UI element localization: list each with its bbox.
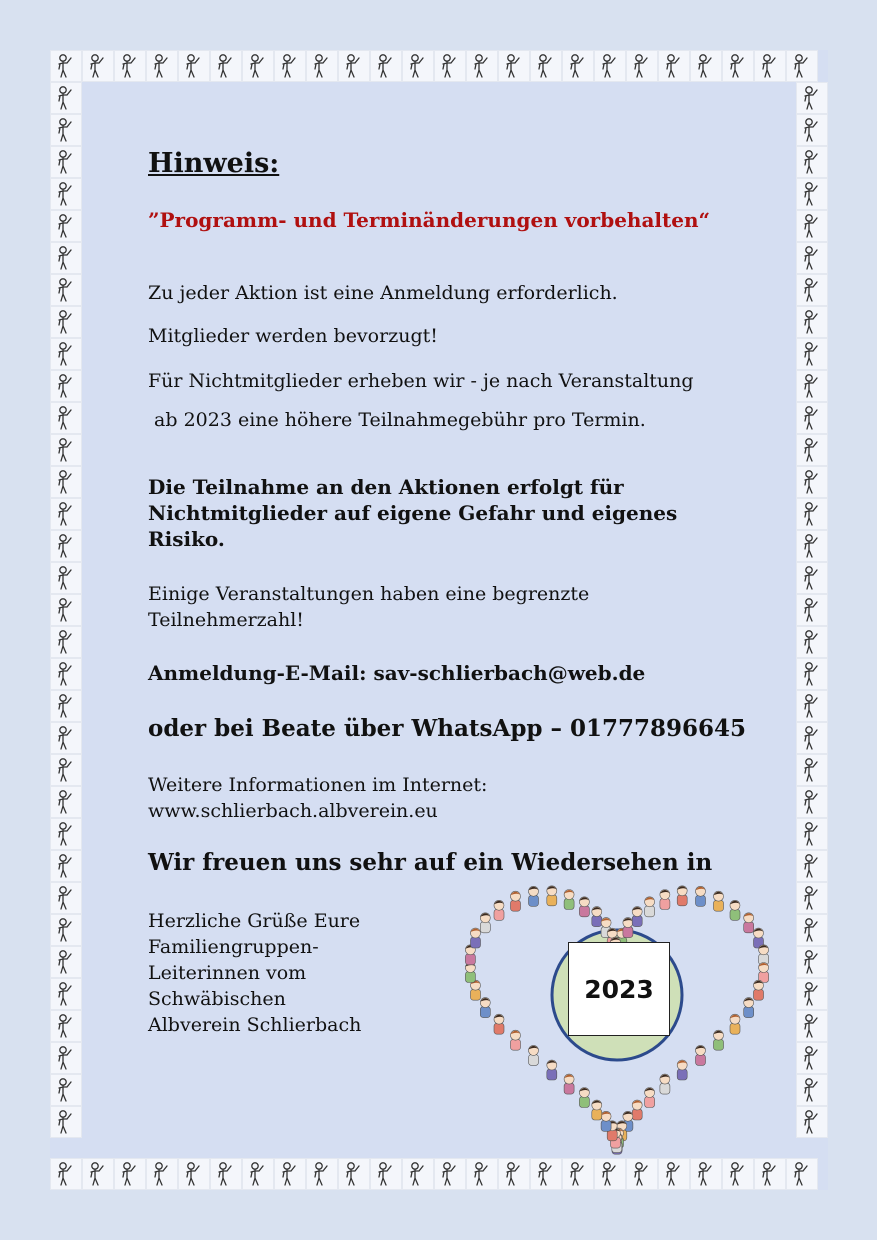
heart-person (564, 890, 574, 910)
border-tile (796, 274, 828, 306)
stick-figure-icon (54, 629, 78, 655)
border-tile (690, 50, 722, 82)
border-tile (50, 210, 82, 242)
stick-figure-icon (54, 789, 78, 815)
border-tile (796, 818, 828, 850)
border-tile (796, 786, 828, 818)
border-tile (402, 1158, 434, 1190)
border-tile (796, 914, 828, 946)
border-tile (796, 242, 828, 274)
greeting-line: Herzliche Grüße Eure (148, 910, 361, 932)
stick-figure-icon (800, 533, 824, 559)
border-tile (50, 850, 82, 882)
stick-figure-icon (54, 1109, 78, 1135)
border-tile (786, 1158, 818, 1190)
border-tile (50, 306, 82, 338)
stick-figure-icon (438, 1161, 462, 1187)
border-tile (50, 786, 82, 818)
stick-figure-icon (800, 181, 824, 207)
heart-person (579, 897, 589, 917)
heart-person (511, 1030, 521, 1050)
email-text: Anmeldung-E-Mail: sav-schlierbach@web.de (148, 661, 646, 685)
stick-figure-icon (800, 277, 824, 303)
stick-figure-icon (726, 1161, 750, 1187)
heart-person (511, 891, 521, 911)
stick-figure-icon (800, 309, 824, 335)
heart-person (529, 1045, 539, 1065)
stick-figure-icon (800, 85, 824, 111)
border-tile (796, 594, 828, 626)
border-tile (50, 274, 82, 306)
border-tile (50, 50, 82, 82)
border-tile (434, 50, 466, 82)
stick-figure-icon (54, 725, 78, 751)
border-tile (242, 1158, 274, 1190)
stick-figure-icon (54, 309, 78, 335)
border-tile (796, 466, 828, 498)
stick-figure-icon (86, 53, 110, 79)
border-tile (306, 50, 338, 82)
border-tile (562, 1158, 594, 1190)
border-tile (658, 1158, 690, 1190)
border-tile (306, 1158, 338, 1190)
border-tile (796, 434, 828, 466)
heart-person (730, 1014, 740, 1034)
heart-person (730, 900, 740, 920)
border-tile (796, 370, 828, 402)
border-tile (530, 1158, 562, 1190)
border-tile (722, 50, 754, 82)
stick-figure-icon (694, 1161, 718, 1187)
border-tile (50, 562, 82, 594)
border-tile (338, 50, 370, 82)
border-tile (50, 818, 82, 850)
stick-figure-icon (800, 885, 824, 911)
stick-figure-icon (438, 53, 462, 79)
stick-figure-icon (800, 1109, 824, 1135)
greeting-block (148, 908, 408, 1038)
stick-figure-icon (246, 53, 270, 79)
border-tile (50, 1010, 82, 1042)
border-tile (690, 1158, 722, 1190)
border-tile (50, 242, 82, 274)
border-tile (114, 50, 146, 82)
border-tile (626, 1158, 658, 1190)
heart-person (632, 907, 642, 927)
welcome-text: Wir freuen uns sehr auf ein Wiedersehen in (148, 849, 713, 876)
stick-figure-icon (800, 629, 824, 655)
heart-person (632, 1100, 642, 1120)
stick-figure-icon (800, 917, 824, 943)
stick-figure-icon (800, 245, 824, 271)
stick-figure-icon (662, 1161, 686, 1187)
stick-figure-icon (566, 53, 590, 79)
stick-figure-icon (374, 1161, 398, 1187)
heart-person (471, 980, 481, 1000)
stick-figure-icon (54, 661, 78, 687)
border-tile (796, 882, 828, 914)
border-tile (50, 754, 82, 786)
greeting-line: Albverein Schlierbach (148, 1014, 362, 1036)
heart-person (759, 945, 769, 965)
stick-figure-icon (800, 373, 824, 399)
stick-figure-icon (800, 661, 824, 687)
border-tile (796, 178, 828, 210)
stick-figure-icon (54, 245, 78, 271)
border-tile (146, 1158, 178, 1190)
stick-figure-icon (54, 981, 78, 1007)
heart-person (744, 913, 754, 933)
border-tile (796, 946, 828, 978)
stick-figure-icon (800, 117, 824, 143)
stick-figure-icon (54, 533, 78, 559)
stick-figure-icon (502, 1161, 526, 1187)
stick-figure-icon (566, 1161, 590, 1187)
stick-figure-icon (54, 853, 78, 879)
border-tile (114, 1158, 146, 1190)
border-tile (796, 306, 828, 338)
heart-person (696, 886, 706, 906)
heart-person (564, 1074, 574, 1094)
limited-text: Einige Veranstaltungen haben eine begrenzte Teilnehmerzahl! (148, 583, 590, 631)
border-tile (50, 946, 82, 978)
stick-figure-icon (150, 53, 174, 79)
border-tile (796, 146, 828, 178)
border-tile (50, 690, 82, 722)
stick-figure-icon (800, 693, 824, 719)
stick-figure-icon (54, 757, 78, 783)
border-tile (786, 50, 818, 82)
border-tile (722, 1158, 754, 1190)
border-tile (50, 146, 82, 178)
stick-figure-icon (800, 853, 824, 879)
stick-figure-icon (54, 1161, 78, 1187)
border-tile (210, 50, 242, 82)
border-tile (50, 1106, 82, 1138)
stick-figure-icon (662, 53, 686, 79)
border-tile (178, 50, 210, 82)
border-tile (796, 754, 828, 786)
stick-figure-icon (800, 149, 824, 175)
stick-figure-icon (406, 53, 430, 79)
stick-figure-icon (278, 1161, 302, 1187)
border-tile (754, 50, 786, 82)
stick-figure-icon (214, 53, 238, 79)
stick-figure-icon (470, 53, 494, 79)
border-tile (796, 626, 828, 658)
risk-text: Die Teilnahme an den Aktionen erfolgt für Nichtmitglieder auf eigene Gefahr und eigenes Risiko. (148, 475, 678, 551)
border-tile (796, 402, 828, 434)
border-tile (796, 498, 828, 530)
border-tile (50, 1042, 82, 1074)
stick-figure-icon (694, 53, 718, 79)
stick-figure-icon (54, 469, 78, 495)
border-tile (370, 50, 402, 82)
stick-figure-icon (800, 1013, 824, 1039)
heart-person (677, 886, 687, 906)
border-tile (50, 594, 82, 626)
border-tile (796, 82, 828, 114)
border-tile (50, 338, 82, 370)
stick-figure-icon (54, 1045, 78, 1071)
border-tile (50, 658, 82, 690)
stick-figure-icon (54, 1077, 78, 1103)
border-top (50, 50, 828, 82)
heart-person (754, 980, 764, 1000)
stick-figure-icon (86, 1161, 110, 1187)
border-bottom (50, 1158, 828, 1190)
stick-figure-icon (800, 341, 824, 367)
border-tile (274, 50, 306, 82)
stick-figure-icon (54, 501, 78, 527)
stick-figure-icon (406, 1161, 430, 1187)
heart-person (759, 963, 769, 983)
border-tile (530, 50, 562, 82)
border-tile (82, 1158, 114, 1190)
stick-figure-icon (758, 1161, 782, 1187)
fee-text-line2: ab 2023 eine höhere Teilnahmegebühr pro Termin. (148, 409, 646, 431)
stick-figure-icon (182, 53, 206, 79)
border-tile (796, 690, 828, 722)
border-tile (796, 562, 828, 594)
border-tile (50, 1074, 82, 1106)
heart-person (660, 1074, 670, 1094)
stick-figure-icon (534, 1161, 558, 1187)
greeting-line: Schwäbischen (148, 988, 286, 1010)
subtitle: ”Programm- und Terminänderungen vorbehalten“ (148, 208, 711, 232)
border-tile (50, 722, 82, 754)
stick-figure-icon (54, 597, 78, 623)
stick-figure-icon (54, 53, 78, 79)
border-left (50, 82, 82, 1158)
border-tile (796, 978, 828, 1010)
heart-person (696, 1045, 706, 1065)
heart-person (529, 886, 539, 906)
border-tile (50, 466, 82, 498)
stick-figure-icon (800, 1077, 824, 1103)
stick-figure-icon (800, 981, 824, 1007)
stick-figure-icon (54, 117, 78, 143)
stick-figure-icon (246, 1161, 270, 1187)
heart-person (547, 1060, 557, 1080)
border-right (796, 82, 828, 1158)
stick-figure-icon (598, 53, 622, 79)
stick-figure-icon (118, 1161, 142, 1187)
stick-figure-icon (54, 85, 78, 111)
border-tile (178, 1158, 210, 1190)
stick-figure-icon (800, 821, 824, 847)
border-tile (50, 178, 82, 210)
border-tile (658, 50, 690, 82)
stick-figure-icon (54, 437, 78, 463)
info-text-line1: Weitere Informationen im Internet: (148, 774, 488, 796)
border-tile (50, 626, 82, 658)
stick-figure-icon (342, 1161, 366, 1187)
heart-person (601, 1111, 611, 1131)
stick-figure-icon (54, 181, 78, 207)
registration-text: Zu jeder Aktion ist eine Anmeldung erforderlich. (148, 282, 618, 304)
stick-figure-icon (54, 917, 78, 943)
stick-figure-icon (54, 149, 78, 175)
stick-figure-icon (630, 53, 654, 79)
border-tile (466, 1158, 498, 1190)
stick-figure-icon (534, 53, 558, 79)
stick-figure-icon (310, 53, 334, 79)
stick-figure-icon (214, 1161, 238, 1187)
heart-person (645, 897, 655, 917)
heart-person (714, 1030, 724, 1050)
border-tile (796, 658, 828, 690)
stick-figure-icon (54, 949, 78, 975)
heart-person (714, 891, 724, 911)
stick-figure-icon (800, 1045, 824, 1071)
stick-figure-icon (54, 373, 78, 399)
stick-figure-icon (790, 1161, 814, 1187)
border-tile (796, 114, 828, 146)
heart-person (547, 886, 557, 906)
border-tile (50, 978, 82, 1010)
stick-figure-icon (54, 821, 78, 847)
border-tile (498, 1158, 530, 1190)
fee-text-line1: Für Nichtmitglieder erheben wir - je nach Veranstaltung (148, 370, 694, 392)
border-tile (402, 50, 434, 82)
stick-figure-icon (800, 597, 824, 623)
heart-person (660, 890, 670, 910)
heart-person (494, 1014, 504, 1034)
stick-figure-icon (758, 53, 782, 79)
border-tile (50, 882, 82, 914)
border-tile (466, 50, 498, 82)
heart-person (645, 1088, 655, 1108)
stick-figure-icon (182, 1161, 206, 1187)
page-title: Hinweis: (148, 148, 280, 179)
stick-figure-icon (150, 1161, 174, 1187)
stick-figure-icon (470, 1161, 494, 1187)
stick-figure-icon (342, 53, 366, 79)
border-tile (50, 1158, 82, 1190)
heart-person (480, 913, 490, 933)
stick-figure-icon (800, 437, 824, 463)
border-tile (50, 402, 82, 434)
stick-figure-icon (502, 53, 526, 79)
border-tile (796, 1106, 828, 1138)
stick-figure-icon (630, 1161, 654, 1187)
stick-figure-icon (800, 405, 824, 431)
members-text: Mitglieder werden bevorzugt! (148, 325, 438, 347)
stick-figure-icon (800, 789, 824, 815)
heart-person (579, 1088, 589, 1108)
stick-figure-icon (800, 757, 824, 783)
heart-person (480, 998, 490, 1018)
stick-figure-icon (54, 693, 78, 719)
border-tile (626, 50, 658, 82)
border-tile (796, 1010, 828, 1042)
border-tile (498, 50, 530, 82)
heart-person (744, 998, 754, 1018)
border-tile (796, 530, 828, 562)
border-tile (242, 50, 274, 82)
border-tile (210, 1158, 242, 1190)
border-tile (82, 50, 114, 82)
greeting-line: Leiterinnen vom (148, 962, 307, 984)
border-tile (50, 498, 82, 530)
year-box: 2023 (568, 942, 670, 1036)
border-tile (50, 434, 82, 466)
border-tile (796, 210, 828, 242)
stick-figure-icon (310, 1161, 334, 1187)
border-tile (434, 1158, 466, 1190)
stick-figure-icon (800, 469, 824, 495)
heart-person (592, 907, 602, 927)
stick-figure-icon (54, 277, 78, 303)
heart-person (592, 1100, 602, 1120)
border-tile (796, 338, 828, 370)
stick-figure-icon (54, 1013, 78, 1039)
whatsapp-text: oder bei Beate über WhatsApp – 01777896645 (148, 715, 747, 742)
border-tile (50, 530, 82, 562)
border-tile (50, 82, 82, 114)
border-tile (796, 722, 828, 754)
border-tile (796, 1042, 828, 1074)
stick-figure-icon (800, 501, 824, 527)
border-tile (338, 1158, 370, 1190)
border-tile (594, 1158, 626, 1190)
border-tile (796, 850, 828, 882)
stick-figure-icon (800, 213, 824, 239)
info-link: www.schlierbach.albverein.eu (148, 800, 438, 822)
stick-figure-icon (800, 565, 824, 591)
border-tile (146, 50, 178, 82)
stick-figure-icon (800, 949, 824, 975)
stick-figure-icon (726, 53, 750, 79)
heart-person (623, 918, 633, 938)
border-tile (562, 50, 594, 82)
stick-figure-icon (598, 1161, 622, 1187)
border-tile (754, 1158, 786, 1190)
heart-person (677, 1060, 687, 1080)
stick-figure-icon (800, 725, 824, 751)
border-tile (796, 1074, 828, 1106)
stick-figure-icon (374, 53, 398, 79)
border-tile (50, 370, 82, 402)
greeting-line: Familiengruppen- (148, 936, 319, 958)
stick-figure-icon (54, 565, 78, 591)
heart-person (465, 963, 475, 983)
stick-figure-icon (790, 53, 814, 79)
heart-person (471, 928, 481, 948)
border-tile (50, 114, 82, 146)
stick-figure-icon (118, 53, 142, 79)
border-tile (370, 1158, 402, 1190)
stick-figure-icon (54, 341, 78, 367)
stick-figure-icon (54, 213, 78, 239)
heart-person (494, 900, 504, 920)
stick-figure-icon (278, 53, 302, 79)
border-tile (594, 50, 626, 82)
stick-figure-icon (54, 405, 78, 431)
border-tile (274, 1158, 306, 1190)
border-tile (50, 914, 82, 946)
stick-figure-icon (54, 885, 78, 911)
